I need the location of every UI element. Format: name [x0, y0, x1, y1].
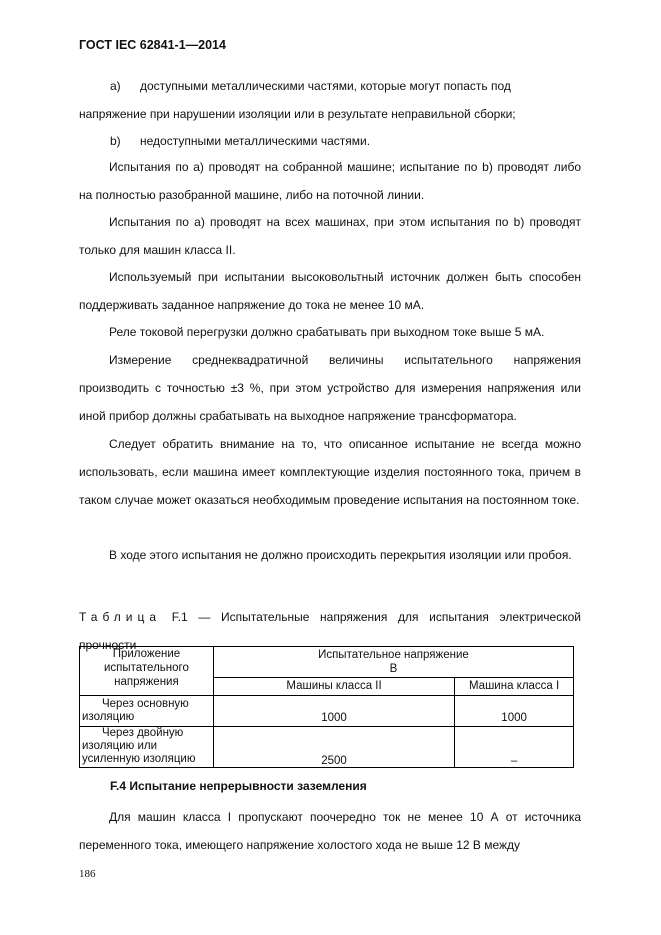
column-header-class2: Машины класса II — [213, 677, 454, 695]
column-header-voltage — [213, 647, 573, 678]
table-row — [80, 696, 574, 727]
page-number: 186 — [79, 868, 96, 880]
column-header-class1: Машина класса I — [455, 677, 574, 695]
list-item-a-text: доступными металлическими частями, которые могут попасть под — [140, 79, 511, 93]
list-marker-b: b) — [110, 134, 121, 148]
cell-application-double: Через двойную изоляцию или усиленную изоляцию — [80, 727, 214, 768]
cell-class1-double: – — [455, 727, 574, 768]
table-header-row — [80, 647, 574, 678]
table-caption-text: — Испытательные напряжения для испытания электрической прочности — [79, 610, 581, 652]
cell-class1-basic: 1000 — [455, 696, 574, 727]
test-voltage-table — [79, 646, 574, 768]
cell-class2-basic: 1000 — [213, 696, 454, 727]
paragraph-assembly-test: Испытания по а) проводят на собранной машине; испытание по b) проводят либо на полностью разобранной машине, либо на поточной линии. — [79, 160, 581, 202]
paragraph-grounding-test: Для машин класса I пропускают поочередно ток не менее 10 А от источника переменного тока, имеющего напряжение холостого хода не выше 12 В между — [79, 810, 581, 852]
cell-application-basic: Через основную изоляцию — [80, 696, 214, 727]
paragraph-class-test: Испытания по а) проводят на всех машинах, при этом испытания по b) проводят только для машин класса II. — [79, 215, 581, 257]
table-row — [80, 727, 574, 768]
column-header-voltage-unit: В — [389, 662, 398, 675]
section-title: F.4 Испытание непрерывности заземления — [110, 779, 367, 793]
cell-class2-double: 2500 — [213, 727, 454, 768]
table-caption-label: Таблица — [79, 610, 162, 624]
paragraph-measurement: Измерение среднеквадратичной величины испытательного напряжения производить с точностью ±3 %, при этом устройство для измерения напряжения или иной прибор должны срабатывать на выходное напряжение трансформатора. — [79, 353, 581, 423]
table-caption-number: F.1 — [171, 610, 188, 624]
paragraph-dc-note: Следует обратить внимание на то, что описанное испытание не всегда можно использовать, если машина имеет комплектующие изделия постоянного тока, причем в таком случае может оказаться необходимым проведение испытания на постоянном токе. — [79, 437, 581, 507]
column-header-voltage-label: Испытательное напряжение — [318, 648, 469, 661]
paragraph-overload-relay: Реле токовой перегрузки должно срабатывать при выходном токе выше 5 мА. — [109, 325, 545, 339]
list-item-b-text: недоступными металлическими частями. — [140, 134, 371, 148]
column-header-application: Приложение испытательного напряжения — [80, 647, 214, 696]
paragraph-hv-source: Используемый при испытании высоковольтный источник должен быть способен поддерживать заданное напряжение до тока не менее 10 мА. — [79, 270, 581, 312]
list-marker-a: а) — [110, 79, 121, 93]
document-header: ГОСТ IEC 62841-1—2014 — [79, 38, 226, 52]
paragraph-no-breakdown: В ходе этого испытания не должно происходить перекрытия изоляции или пробоя. — [109, 548, 572, 562]
list-item-a-continuation: напряжение при нарушении изоляции или в результате неправильной сборки; — [79, 107, 516, 121]
